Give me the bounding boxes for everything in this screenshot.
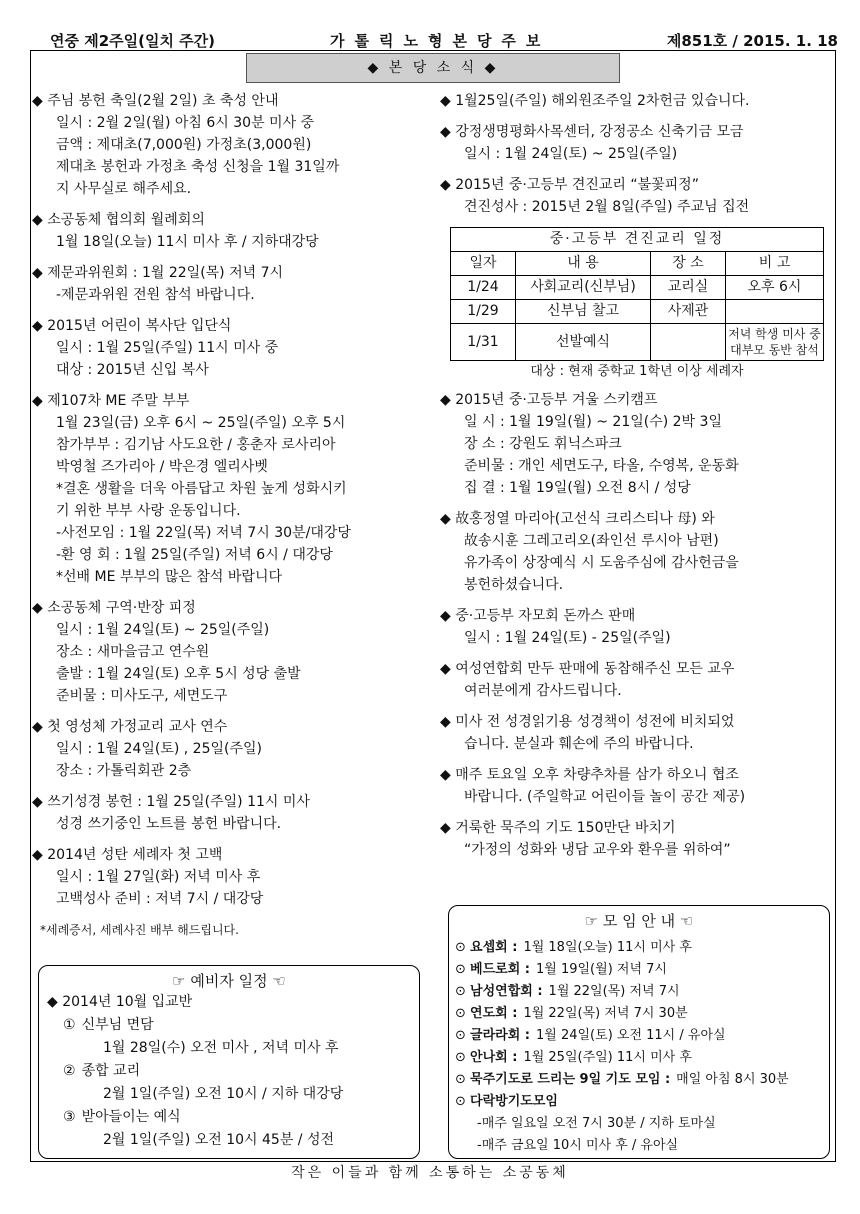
step-number: ① (63, 1017, 76, 1033)
notice-item (32, 716, 432, 782)
catechumen-step (39, 1014, 419, 1037)
notice-item (440, 817, 834, 861)
notice-title: ◆ 강정생명평화사목센터, 강정공소 신축기금 모금 (440, 124, 744, 140)
table-caption: 대상 : 현재 중학교 1학년 이상 세례자 (530, 364, 744, 379)
week-label: 연중 제2주일(일치 주간) (50, 32, 216, 50)
meeting-name: 안나회 : (470, 1050, 518, 1065)
step-detail: 2월 1일(주일) 오전 10시 45분 / 성전 (103, 1132, 335, 1148)
notice-item (32, 315, 432, 381)
notice-line: 일시 : 1월 24일(토) ~ 25일(주일) (464, 146, 678, 162)
confirmation-schedule-table (450, 227, 824, 361)
issue-number: 제851호 / 2015. 1. 18 (666, 32, 838, 50)
notice-item (32, 390, 432, 588)
table-cell: 1/24 (451, 276, 516, 300)
notice-line: 금액 : 제대초(7,000원) 가정초(3,000원) (56, 137, 312, 153)
table-header: 비 고 (726, 252, 824, 276)
meetings-box (448, 905, 830, 1159)
table-cell: 1/31 (451, 324, 516, 361)
table-header: 내 용 (516, 252, 651, 276)
notice-title: ◆ 소공동체 구역·반장 피정 (32, 600, 196, 616)
catechumen-title: ☞ 예비자 일정 ☜ (172, 972, 286, 990)
bullet-icon: ⊙ (455, 1072, 471, 1087)
notice-title: ◆ 1월25일(주일) 해외원조주일 2차헌금 있습니다. (440, 93, 750, 109)
notice-title: ◆ 중·고등부 자모회 돈까스 판매 (440, 608, 636, 624)
bullet-icon: ⊙ (455, 984, 471, 999)
table-cell: 1/29 (451, 300, 516, 324)
table-title: 중·고등부 견진교리 일정 (451, 228, 824, 252)
notice-line: 일시 : 1월 24일(토) , 25일(주일) (56, 741, 262, 757)
notice-title: ◆ 소공동체 협의회 월례회의 (32, 212, 205, 228)
notice-title: ◆ 2015년 중·고등부 견진교리 “불꽃피정” (440, 177, 699, 193)
section-banner: ◆ 본 당 소 식 ◆ (246, 53, 620, 83)
table-cell (726, 300, 824, 324)
meeting-item (449, 1091, 829, 1113)
notice-item (32, 791, 432, 835)
left-note: *세례증서, 세례사진 배부 해드립니다. (40, 923, 239, 937)
notice-item (440, 711, 834, 755)
notice-title: ◆ 여성연합회 만두 판매에 동참해주신 모든 교우 (440, 661, 735, 677)
step-title: 받아들이는 예식 (81, 1109, 181, 1125)
meeting-detail: 매일 아침 8시 30분 (676, 1072, 789, 1087)
notice-item (440, 174, 834, 218)
notice-line: 견진성사 : 2015년 2월 8일(주일) 주교님 집전 (464, 199, 750, 215)
notice-line: *결혼 생활을 더욱 아름답고 차원 높게 성화시키 (56, 481, 347, 497)
bullet-icon: ⊙ (455, 1006, 471, 1021)
left-column (32, 90, 432, 941)
notice-title: ◆ 2015년 어린이 복사단 입단식 (32, 318, 232, 334)
notice-line: 성경 쓰기중인 노트를 봉헌 바랍니다. (56, 816, 282, 832)
meeting-name: 베드로회 : (470, 962, 530, 977)
notice-line: 장 소 : 강원도 휘닉스파크 (464, 436, 622, 452)
notice-item (32, 90, 432, 200)
notice-line: -환 영 회 : 1월 25일(주일) 저녁 6시 / 대강당 (56, 547, 333, 563)
table-header-row (451, 252, 824, 276)
step-title: 종합 교리 (81, 1063, 141, 1079)
notice-line: -제문과위원 전원 참석 바랍니다. (56, 287, 255, 303)
bullet-icon: ⊙ (455, 1050, 471, 1065)
meeting-item (449, 1025, 829, 1047)
notice-line: 일시 : 1월 24일(토) ~ 25일(주일) (56, 622, 270, 638)
notice-line: 일 시 : 1월 19일(월) ~ 21일(수) 2박 3일 (464, 414, 722, 430)
step-detail: 2월 1일(주일) 오전 10시 / 지하 대강당 (103, 1086, 344, 1102)
notice-line: 준비물 : 미사도구, 세면도구 (56, 688, 228, 704)
meeting-name: 다락방기도모임 (470, 1094, 558, 1109)
notice-line: 장소 : 가톨릭회관 2층 (56, 763, 192, 779)
table-cell (651, 324, 726, 361)
meeting-item (449, 937, 829, 959)
notice-item (440, 90, 834, 112)
notice-item (32, 844, 432, 910)
notice-line: “가정의 성화와 냉담 교우와 환우를 위하여” (464, 842, 731, 858)
notice-line: 일시 : 2월 2일(월) 아침 6시 30분 미사 중 (56, 115, 315, 131)
bullet-icon: ⊙ (455, 940, 471, 955)
right-column (440, 90, 834, 870)
notice-title: ◆ 제107차 ME 주말 부부 (32, 393, 190, 409)
meeting-item (449, 1047, 829, 1069)
notice-title: ◆ 매주 토요일 오후 차량추차를 삼가 하오니 협조 (440, 767, 739, 783)
table-header: 장 소 (651, 252, 726, 276)
notice-item (440, 508, 834, 596)
table-cell: 선발예식 (516, 324, 651, 361)
table-cell: 사제관 (651, 300, 726, 324)
meeting-name: 연도회 : (470, 1006, 518, 1021)
notice-title: ◆ 첫 영성체 가정교리 교사 연수 (32, 719, 228, 735)
notice-item (440, 121, 834, 165)
footer-slogan: 작은 이들과 함께 소통하는 소공동체 (291, 1165, 569, 1181)
notice-title: ◆ 제문과위원회 : 1월 22일(목) 저녁 7시 (32, 265, 284, 281)
notice-title: ◆ 2014년 성탄 세례자 첫 고백 (32, 847, 223, 863)
notice-title: ◆ 2015년 중·고등부 겨울 스키캠프 (440, 392, 658, 408)
bullet-icon: ⊙ (455, 962, 471, 977)
meeting-name: 남성연합회 : (470, 984, 543, 999)
notice-line: 출발 : 1월 24일(토) 오후 5시 성당 출발 (56, 666, 301, 682)
notice-line: 준비물 : 개인 세면도구, 타올, 수영복, 운동화 (464, 458, 739, 474)
bullet-icon: ⊙ (455, 1028, 471, 1043)
notice-item (32, 262, 432, 306)
notice-item (440, 764, 834, 808)
meeting-name: 요셉회 : (470, 940, 518, 955)
catechumen-step (39, 1060, 419, 1083)
notice-item (440, 658, 834, 702)
notice-line: 지 사무실로 해주세요. (56, 181, 192, 197)
notice-title: ◆ 미사 전 성경읽기용 성경책이 성전에 비치되었 (440, 714, 735, 730)
notice-line: 봉헌하셨습니다. (464, 577, 564, 593)
table-cell: 저녁 학생 미사 중 대부모 동반 참석 (726, 324, 824, 361)
meeting-detail: 1월 24일(토) 오전 11시 / 유아실 (536, 1028, 726, 1043)
step-number: ③ (63, 1109, 76, 1125)
table-row (451, 276, 824, 300)
catechumen-class: ◆ 2014년 10월 입교반 (47, 994, 193, 1010)
notice-title: ◆ 거룩한 묵주의 기도 150만단 바치기 (440, 820, 676, 836)
notice-line: 박영철 즈가리아 / 박은경 엘리사벳 (56, 459, 268, 475)
notice-item (440, 389, 834, 499)
notice-line: 일시 : 1월 24일(토) - 25일(주일) (464, 630, 671, 646)
notice-line: 일시 : 1월 27일(화) 저녁 미사 후 (56, 869, 261, 885)
catechumen-step (39, 1106, 419, 1129)
notice-line: 기 위한 부부 사랑 운동입니다. (56, 503, 241, 519)
meeting-detail: 1월 19일(월) 저녁 7시 (536, 962, 667, 977)
meeting-subline: -매주 일요일 오전 7시 30분 / 지하 토마실 (477, 1116, 716, 1131)
table-cell: 신부님 찰고 (516, 300, 651, 324)
notice-title: ◆ 故홍정열 마리아(고선식 크리스티나 母) 와 (440, 511, 715, 527)
bulletin-title: 가톨릭노형본당주보 (330, 32, 551, 50)
catechumen-schedule-box (38, 965, 420, 1159)
meeting-detail: 1월 25일(주일) 11시 미사 후 (523, 1050, 692, 1065)
notice-line: 여러분에게 감사드립니다. (464, 683, 622, 699)
meeting-item (449, 959, 829, 981)
table-cell: 오후 6시 (726, 276, 824, 300)
notice-line: 1월 23일(금) 오후 6시 ~ 25일(주일) 오후 5시 (56, 415, 346, 431)
notice-line: 대상 : 2015년 신입 복사 (56, 362, 209, 378)
notice-item (32, 597, 432, 707)
meeting-item (449, 981, 829, 1003)
notice-title: ◆ 쓰기성경 봉헌 : 1월 25일(주일) 11시 미사 (32, 794, 310, 810)
table-row (451, 300, 824, 324)
meeting-item (449, 1003, 829, 1025)
meeting-item (449, 1069, 829, 1091)
meeting-detail: 1월 18일(오늘) 11시 미사 후 (523, 940, 692, 955)
notice-title: ◆ 주님 봉헌 축일(2월 2일) 초 축성 안내 (32, 93, 279, 109)
notice-item (440, 605, 834, 649)
step-detail: 1월 28일(수) 오전 미사 , 저녁 미사 후 (103, 1040, 339, 1056)
notice-line: 장소 : 새마을금고 연수원 (56, 644, 210, 660)
notice-line: -사전모임 : 1월 22일(목) 저녁 7시 30분/대강당 (56, 525, 351, 541)
meeting-name: 글라라회 : (470, 1028, 530, 1043)
notice-item (32, 209, 432, 253)
meeting-detail: 1월 22일(목) 저녁 7시 (548, 984, 680, 999)
table-cell: 교리실 (651, 276, 726, 300)
notice-line: 1월 18일(오늘) 11시 미사 후 / 지하대강당 (56, 234, 319, 250)
table-cell: 사회교리(신부님) (516, 276, 651, 300)
meeting-detail: 1월 22일(목) 저녁 7시 30분 (523, 1006, 688, 1021)
notice-line: 고백성사 준비 : 저녁 7시 / 대강당 (56, 891, 264, 907)
meeting-subline: -매주 금요일 10시 미사 후 / 유아실 (477, 1138, 679, 1153)
meeting-name: 묵주기도로 드리는 9일 기도 모임 : (470, 1072, 671, 1087)
notice-line: 집 결 : 1월 19일(월) 오전 8시 / 성당 (464, 480, 691, 496)
meetings-title: ☞ 모 임 안 내 ☜ (584, 912, 694, 930)
notice-line: 습니다. 분실과 훼손에 주의 바랍니다. (464, 736, 694, 752)
bullet-icon: ⊙ (455, 1094, 471, 1109)
table-header: 일자 (451, 252, 516, 276)
notice-line: 유가족이 상장예식 시 도움주심에 감사헌금을 (464, 555, 739, 571)
notice-line: 참가부부 : 김기남 사도요한 / 홍춘자 로사리아 (56, 437, 336, 453)
step-number: ② (63, 1063, 76, 1079)
notice-line: *선배 ME 부부의 많은 참석 바랍니다 (56, 569, 282, 585)
notice-line: 故송시훈 그레고리오(좌인선 루시아 남편) (464, 533, 719, 549)
notice-line: 제대초 봉헌과 가정초 축성 신청을 1월 31일까 (56, 159, 340, 175)
notice-line: 바랍니다. (주일학교 어린이들 놀이 공간 제공) (464, 789, 746, 805)
table-row (451, 324, 824, 361)
step-title: 신부님 면담 (81, 1017, 154, 1033)
notice-line: 일시 : 1월 25일(주일) 11시 미사 중 (56, 340, 279, 356)
